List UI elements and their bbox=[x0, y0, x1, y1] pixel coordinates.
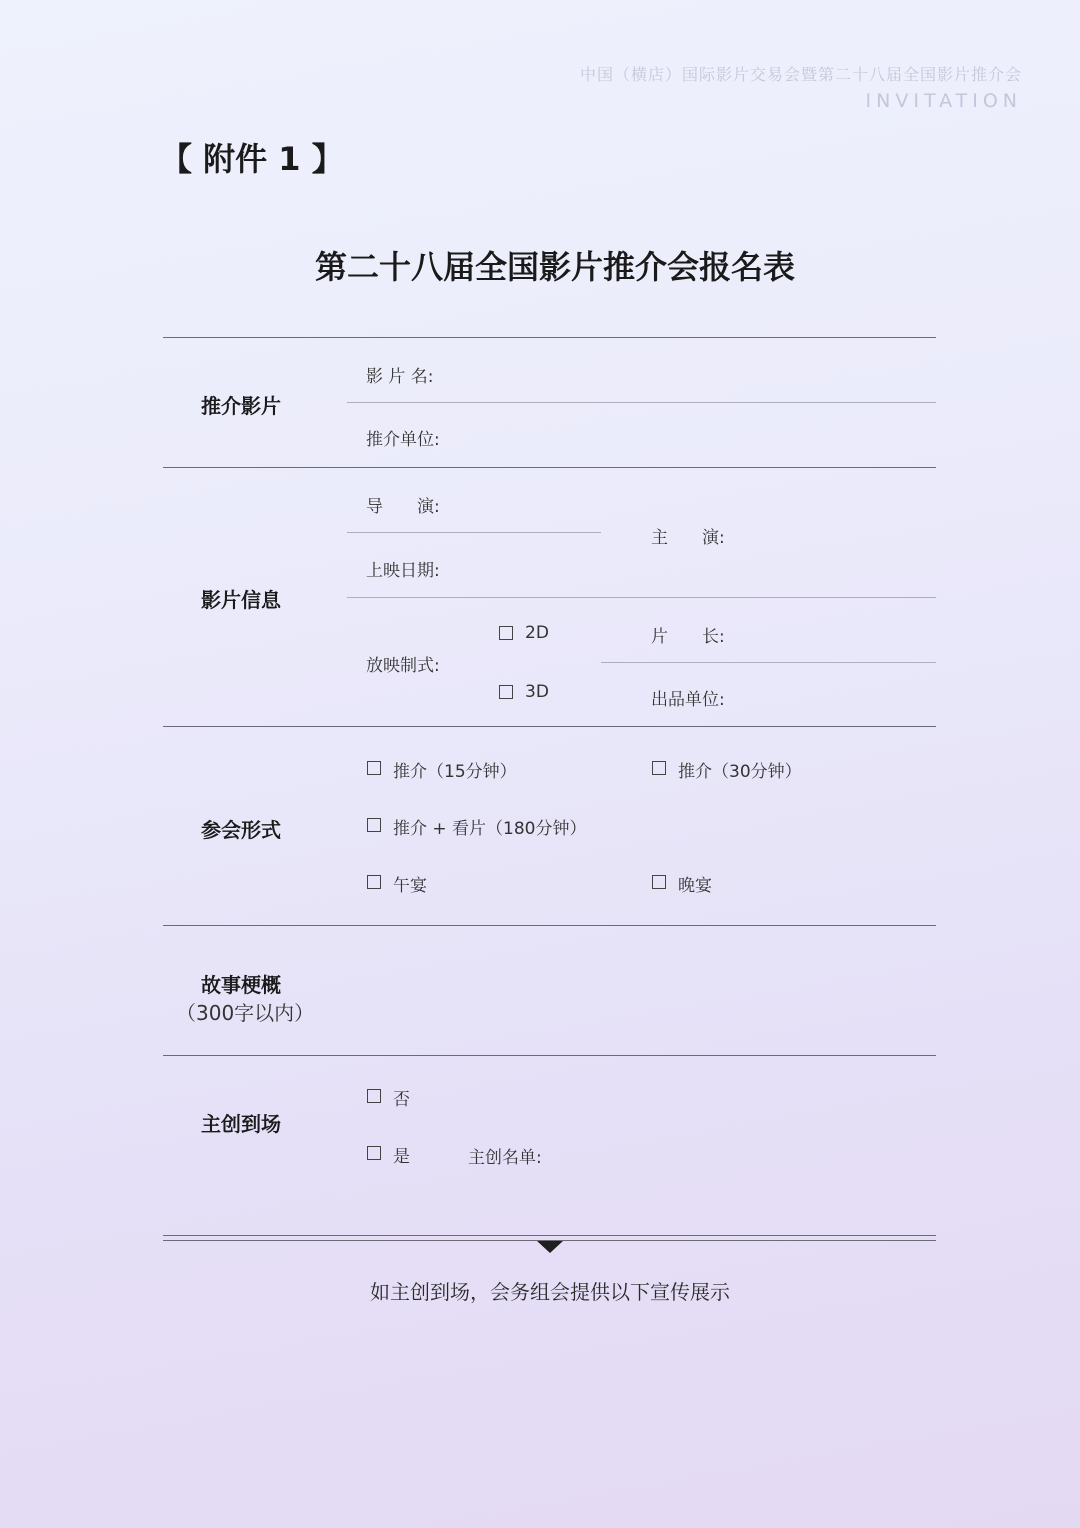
producer-field[interactable]: 出品单位: bbox=[651, 690, 725, 710]
divider bbox=[347, 532, 601, 533]
option-180min-label: 推介 + 看片（180分钟） bbox=[393, 819, 587, 839]
option-15min-label: 推介（15分钟） bbox=[393, 762, 517, 782]
divider-double-top bbox=[163, 1235, 936, 1236]
footer-note: 如主创到场，会务组会提供以下宣传展示 bbox=[370, 1280, 730, 1304]
divider bbox=[601, 662, 936, 663]
divider bbox=[163, 337, 936, 338]
invitation-header: INVITATION bbox=[865, 90, 1022, 112]
synopsis-limit-note: （300字以内） bbox=[176, 1001, 315, 1025]
option-lunch-label: 午宴 bbox=[393, 876, 427, 896]
divider bbox=[163, 925, 936, 926]
format-3d-checkbox[interactable] bbox=[499, 685, 513, 699]
format-2d-label: 2D bbox=[525, 623, 549, 643]
recommend-unit-field[interactable]: 推介单位: bbox=[366, 430, 440, 450]
director-field[interactable]: 导 演: bbox=[366, 497, 440, 517]
creators-yes-checkbox[interactable] bbox=[367, 1146, 381, 1160]
format-3d-label: 3D bbox=[525, 682, 549, 702]
divider bbox=[163, 726, 936, 727]
attachment-label: 【 附件 1 】 bbox=[160, 140, 344, 178]
option-30min-checkbox[interactable] bbox=[652, 761, 666, 775]
divider bbox=[347, 402, 936, 403]
section-title-film-info: 影片信息 bbox=[201, 588, 281, 612]
divider bbox=[163, 1055, 936, 1056]
creators-no-checkbox[interactable] bbox=[367, 1089, 381, 1103]
option-180min-checkbox[interactable] bbox=[367, 818, 381, 832]
option-30min-label: 推介（30分钟） bbox=[678, 762, 802, 782]
section-title-synopsis: 故事梗概 bbox=[201, 973, 281, 997]
creators-yes-label: 是 bbox=[393, 1147, 410, 1167]
length-field[interactable]: 片 长: bbox=[651, 627, 725, 647]
option-dinner-checkbox[interactable] bbox=[652, 875, 666, 889]
release-date-field[interactable]: 上映日期: bbox=[366, 561, 440, 581]
screening-format-label: 放映制式: bbox=[366, 656, 440, 676]
creator-list-field[interactable]: 主创名单: bbox=[468, 1148, 542, 1168]
divider bbox=[163, 467, 936, 468]
creators-no-label: 否 bbox=[393, 1090, 410, 1110]
option-dinner-label: 晚宴 bbox=[678, 876, 712, 896]
option-15min-checkbox[interactable] bbox=[367, 761, 381, 775]
lead-actor-field[interactable]: 主 演: bbox=[651, 528, 725, 548]
divider bbox=[347, 597, 936, 598]
option-lunch-checkbox[interactable] bbox=[367, 875, 381, 889]
section-title-participation: 参会形式 bbox=[201, 818, 281, 842]
event-name-header: 中国（横店）国际影片交易会暨第二十八届全国影片推介会 bbox=[579, 65, 1022, 84]
film-name-field[interactable]: 影 片 名: bbox=[366, 367, 434, 387]
down-arrow-icon bbox=[537, 1241, 563, 1253]
format-2d-checkbox[interactable] bbox=[499, 626, 513, 640]
section-title-creators: 主创到场 bbox=[201, 1112, 281, 1136]
section-title-recommended-film: 推介影片 bbox=[201, 394, 281, 418]
form-title: 第二十八届全国影片推介会报名表 bbox=[314, 248, 795, 286]
